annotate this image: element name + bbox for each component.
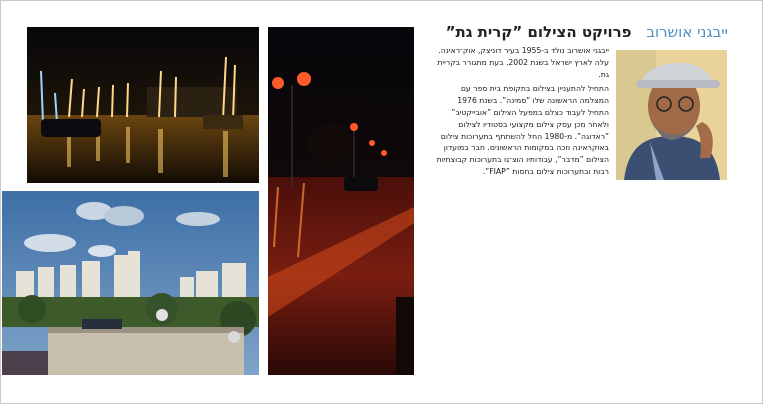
- bio-paragraph: התחיל להתעניין בצילום בתקופת בית ספר עם המצלמה הראשונה שלו ”סמינה”. בשנת 1976 התחיל לעבוד כצלם במפעל הצילום ”אובייקטיב” ולאחר מכן עסק צילום מקצועי בסטודיו לצילום ”ראדוגה”. מ-1980 החל להשתתף בתערוכות צילום באוקראינה וזכה במקומות הראשונים. חבר במועדון הצילום ”מדבר”, עבודותיו הוצ־גו בתערוכות קבוצתיות רבות ובתערוכות צילום בחסות ”FIAP”.: [436, 84, 609, 176]
- wet-street-photo: [268, 27, 414, 375]
- portrait-photo: [616, 50, 727, 180]
- night-lights-photo: [27, 27, 259, 183]
- city-buildings-photo: [2, 191, 259, 375]
- photographer-name: ייבגני אושרוב: [646, 23, 728, 41]
- bio-text: [434, 45, 609, 181]
- project-title: פרויקט הצילום ”קרית גת”: [445, 23, 632, 41]
- article-header: [428, 21, 728, 43]
- bio-paragraph: ייבגני אושרוב נולד ב-1955 בעיר דוניצק, אוק־ראינה. עלה לארץ ישראל בשנת 2002. בעת מתגורר בקריית גת.: [437, 46, 609, 79]
